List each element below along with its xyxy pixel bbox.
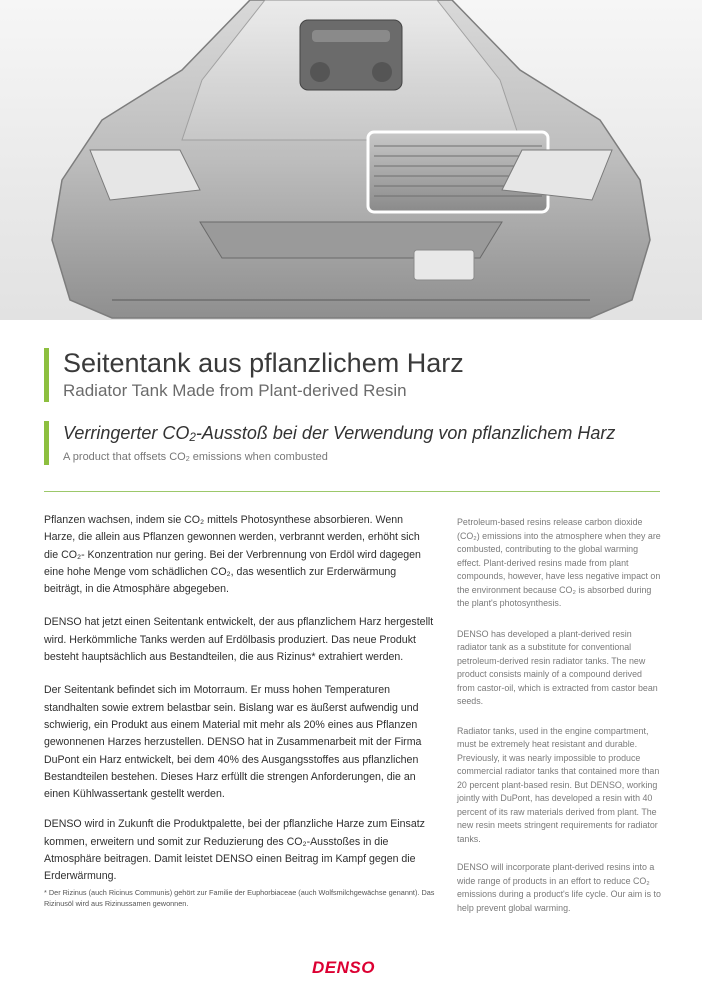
- german-paragraph-2: DENSO hat jetzt einen Seitentank entwickelt, der aus pflanzlichem Harz hergestellt wird. Herkömmliche Tanks werden auf Erdölbasis produziert. Das neue Produkt besteht hauptsächlich aus Bestandteilen, die aus Rizinus* extrahiert werden.: [44, 616, 434, 664]
- license-plate-shape: [414, 250, 474, 280]
- english-paragraph-3: Radiator tanks, used in the engine compartment, must be extremely heat resistant and durable. Previously, it was nearly impossible to produce commercial radiator tanks that contained more than 20 percent plant-based resin. But DENSO, working jointly with DuPont, has developed a resin with 40 percent of its raw materials derived from plant. The new resin meets stringent requirements for radiator tanks.: [457, 725, 660, 844]
- subtitle-german-prefix: Verringerter CO: [63, 423, 190, 443]
- german-paragraph-1: Pflanzen wachsen, indem sie CO₂ mittels Photosynthese absorbieren. Wenn Harze, die allein aus Pflanzen gewonnen werden, verbrannt werden, erhöht sich die CO₂- Konzentration nur gering. Bei der Verbrennung von Erdöl wird dagegen eine hohe Menge vom schädlichen CO₂, das wesentlich zur Erderwärmung beiträgt, in die Atmosphäre abgegeben.: [44, 514, 421, 596]
- section-divider: [44, 491, 660, 492]
- subtitle-german-subscript: 2: [189, 430, 196, 444]
- car-illustration-svg: [0, 0, 702, 320]
- english-paragraph-1: Petroleum-based resins release carbon dioxide (CO₂) emissions into the atmosphere when they are combusted, contributing to the global warming effect. Plant-derived resins made from plant compounds, however, have less negative impact on the environment because CO₂ is absorbed during the plant's photosynthesis.: [457, 517, 661, 608]
- subtitle-english-prefix: A product that offsets CO: [63, 451, 186, 463]
- car-radiator-illustration: [0, 0, 702, 320]
- title-block: [44, 348, 464, 402]
- page-title-english: Radiator Tank Made from Plant-derived Resin: [63, 381, 407, 400]
- german-paragraph-4: DENSO wird in Zukunft die Produktpalette, bei der pflanzliche Harze zum Einsatz kommen, erweitern und somit zur Reduzierung des CO₂-Ausstoßes in die Atmosphäre beitragen. Damit leistet DENSO einen Beitrag im Kampf gegen die Erderwärmung.: [44, 818, 425, 883]
- engine-pulley-left: [310, 62, 330, 82]
- subtitle-english-subscript: 2: [185, 455, 190, 464]
- denso-logo: DENSO: [312, 958, 375, 977]
- english-paragraph-2: DENSO has developed a plant-derived resin radiator tank as a substitute for conventional petroleum-derived resin radiator tanks. The new product consists mainly of a compound derived from castor-oil, which is extracted from castor bean seeds.: [457, 628, 658, 706]
- german-paragraph-3: Der Seitentank befindet sich im Motorraum. Er muss hohen Temperaturen standhalten sowie extrem belastbar sein. Bislang war es äußerst aufwendig und schwierig, ein Produkt aus einem Material mit mehr als 20% eines aus Pflanzen gewonnenen Harzes herzustellen. DENSO hat in Zusammenarbeit mit der Firma DuPont ein Harz entwickelt, bei dem 40% des Ausgangsstoffes aus pflanzlichen Bestandteilen bestehen. Dieses Harz erfüllt die strengen Anforderungen, die an einen Kühlwassertank gestellt werden.: [44, 684, 422, 801]
- subtitle-english-suffix: emissions when combusted: [189, 451, 328, 463]
- page-title-german: Seitentank aus pflanzlichem Harz: [63, 348, 464, 378]
- subtitle-german: [63, 421, 615, 445]
- english-column: [457, 516, 662, 915]
- subtitle-english: [63, 449, 615, 465]
- footnote: * Der Rizinus (auch Ricinus Communis) gehört zur Familie der Euphorbiaceae (auch Wolfsmilchgewächse genannt). Das Rizinusöl wird aus Rizinussamen gewonnen.: [44, 888, 435, 908]
- english-paragraph-4: DENSO will incorporate plant-derived resins into a wide range of products in an effort to reduce CO₂ emissions during a product's life cycle. Our aim is to help prevent global warming.: [457, 862, 661, 913]
- subtitle-german-suffix: -Ausstoß bei der Verwendung von pflanzlichem Harz: [195, 423, 616, 443]
- german-column: [44, 512, 434, 886]
- engine-cover-shape: [312, 30, 390, 42]
- engine-pulley-right: [372, 62, 392, 82]
- subtitle-block: [44, 421, 615, 465]
